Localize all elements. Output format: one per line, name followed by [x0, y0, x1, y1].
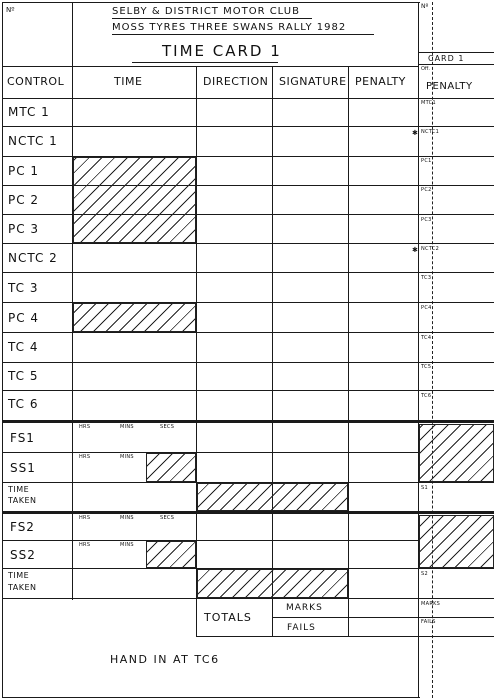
- stage-fs2-label: FS2: [10, 520, 35, 534]
- stub-penalty-header: PENALTY: [426, 81, 473, 92]
- col-direction-header: DIRECTION: [203, 75, 269, 88]
- row-line-9: [2, 362, 494, 363]
- stage-ss2-label: SS2: [10, 548, 36, 562]
- stub-line-2: [418, 64, 494, 65]
- control-label: TC 5: [8, 369, 39, 383]
- stub-control-label: PC3: [421, 217, 432, 223]
- stage2-row-line-3: [2, 598, 494, 599]
- stage-fs1-label: FS1: [10, 431, 35, 445]
- club-name: SELBY & DISTRICT MOTOR CLUB: [112, 6, 300, 17]
- col-control-header: CONTROL: [7, 75, 65, 88]
- mins-label: MINS: [120, 515, 134, 521]
- stub-off-label: Off.: [421, 66, 430, 72]
- mins-label: MINS: [120, 542, 134, 548]
- stage1-separator: [2, 420, 494, 423]
- ss2-secs-hatched: [146, 541, 196, 568]
- row-line-6: [2, 272, 494, 273]
- stub-s1-label: S1: [421, 485, 428, 491]
- time-taken-label: TAKEN: [8, 496, 37, 505]
- col-time-header: TIME: [114, 75, 143, 88]
- time-taken-label: TAKEN: [8, 583, 37, 592]
- stub-control-label: TC5: [421, 364, 432, 370]
- time-taken-1-hatched: [197, 483, 348, 511]
- stage1-row-line-1: [2, 452, 418, 453]
- time-hatched-pc4: [73, 303, 196, 332]
- time-taken-label: TIME: [8, 485, 30, 494]
- row-line-5: [2, 243, 494, 244]
- punch-marker-icon: ✱: [412, 129, 418, 137]
- border-top: [2, 2, 420, 3]
- col-divider-time: [196, 66, 197, 636]
- border-left: [2, 2, 3, 698]
- totals-label: TOTALS: [204, 611, 252, 624]
- stub-stage1-hatched: [419, 424, 494, 482]
- row-line-10: [2, 390, 494, 391]
- control-label: MTC 1: [8, 105, 50, 119]
- stub-s2-label: S2: [421, 571, 428, 577]
- control-label: NCTC 1: [8, 134, 58, 148]
- stage-ss1-label: SS1: [10, 461, 36, 475]
- fails-label: FAILS: [287, 623, 316, 633]
- control-label: PC 3: [8, 222, 40, 236]
- time-taken-label: TIME: [8, 571, 30, 580]
- control-label: NCTC 2: [8, 251, 58, 265]
- row-line-8: [2, 332, 494, 333]
- hrs-label: HRS: [79, 454, 91, 460]
- hand-in-instruction: HAND IN AT TC6: [110, 653, 220, 666]
- club-name-underline: [112, 18, 312, 19]
- control-label: PC 2: [8, 193, 40, 207]
- hrs-label: HRS: [79, 542, 91, 548]
- marks-value-divider: [348, 598, 349, 636]
- col-divider-control: [72, 66, 73, 600]
- control-label: TC 4: [8, 340, 39, 354]
- col-penalty-header: PENALTY: [355, 75, 406, 88]
- card-title-underline: [132, 62, 278, 63]
- control-label: TC 6: [8, 397, 39, 411]
- main-right-edge: [418, 2, 419, 698]
- stub-stage2-hatched: [419, 515, 494, 568]
- time-hatched-pc1-pc3: [73, 157, 196, 243]
- stub-control-label: TC6: [421, 393, 432, 399]
- mins-label: MINS: [120, 454, 134, 460]
- stub-control-label: TC4: [421, 335, 432, 341]
- stage2-row-line-1: [2, 540, 418, 541]
- col-signature-header: SIGNATURE: [279, 75, 347, 88]
- control-label: PC 4: [8, 311, 40, 325]
- stub-fails-bottom: [418, 636, 494, 637]
- hrs-label: HRS: [79, 515, 91, 521]
- row-line-1: [2, 126, 494, 127]
- secs-label: SECS: [160, 424, 175, 430]
- mins-label: MINS: [120, 424, 134, 430]
- stub-control-label: PC2: [421, 187, 432, 193]
- marks-label: MARKS: [286, 603, 323, 613]
- card-title: TIME CARD 1: [162, 42, 282, 60]
- serial-number-label: Nº: [6, 6, 15, 14]
- ss1-secs-hatched: [146, 453, 196, 482]
- header-row-top: [2, 66, 418, 67]
- stub-card-label: CARD 1: [428, 54, 465, 63]
- stub-control-label: NCTC2: [421, 246, 440, 252]
- control-label: PC 1: [8, 164, 40, 178]
- control-label: TC 3: [8, 281, 39, 295]
- border-bottom: [2, 697, 420, 698]
- event-name: MOSS TYRES THREE SWANS RALLY 1982: [112, 22, 347, 33]
- time-taken-2-hatched: [197, 569, 348, 598]
- stub-control-label: NCTC1: [421, 129, 440, 135]
- stage2-separator: [2, 511, 494, 514]
- marks-fails-divider: [272, 617, 494, 618]
- secs-label: SECS: [160, 515, 175, 521]
- stub-serial-label: Nº: [421, 3, 429, 10]
- stub-marks-label: MARKS: [421, 601, 441, 607]
- stub-control-label: PC1: [421, 158, 432, 164]
- punch-marker-icon: ✱: [412, 246, 418, 254]
- stub-control-label: MTC1: [421, 100, 436, 106]
- stub-control-label: PC4: [421, 305, 432, 311]
- stub-fails-label: FAILS: [421, 619, 436, 625]
- totals-bottom: [196, 636, 418, 637]
- header-row-bottom: [2, 98, 494, 99]
- hrs-label: HRS: [79, 424, 91, 430]
- tear-off-perforation: [432, 2, 433, 698]
- event-name-underline: [112, 34, 374, 35]
- stub-line-1: [418, 52, 494, 53]
- stub-control-label: TC3: [421, 275, 432, 281]
